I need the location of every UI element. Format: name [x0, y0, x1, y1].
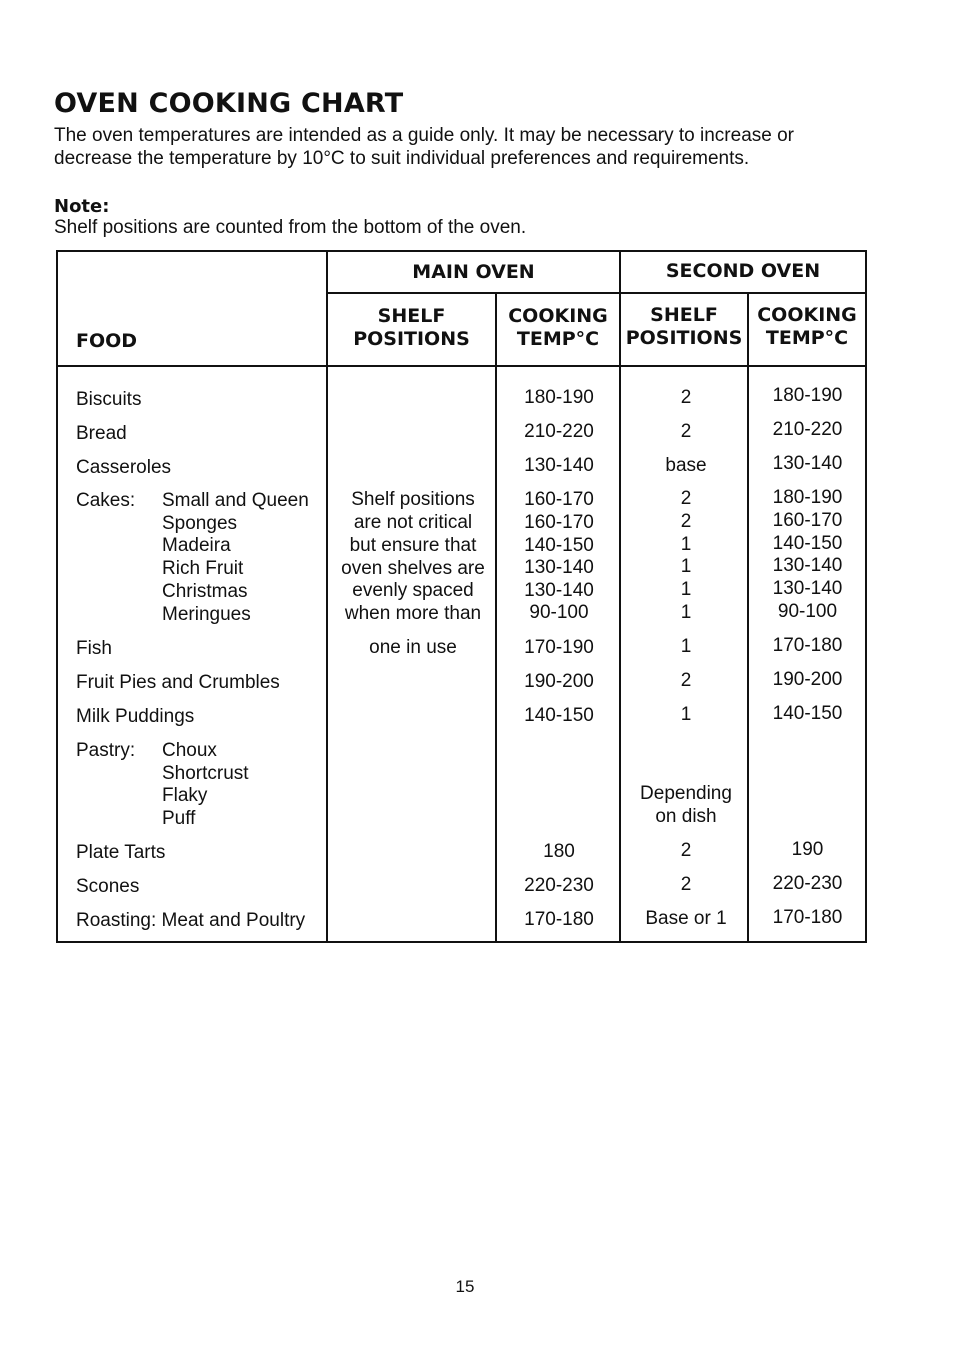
food-subitem: Rich Fruit — [162, 558, 244, 579]
main-temp: 130-140 — [524, 455, 594, 476]
header-second-shelf — [621, 304, 747, 350]
second-shelf: 1 — [680, 636, 692, 657]
intro-text: The oven temperatures are intended as a guide only. It may be necessary to increase or decrease the temperature by 10°C to suit individual preferences and requirements. — [54, 125, 795, 169]
second-temp: 180-190 — [772, 487, 843, 508]
food-subitem: Choux — [162, 740, 217, 761]
note-text: Shelf positions are counted from the bottom of the oven. — [54, 217, 527, 238]
second-shelf: 1 — [680, 534, 692, 555]
main-temp: 190-200 — [524, 671, 594, 692]
second-shelf: 2 — [680, 421, 692, 442]
second-shelf: 1 — [680, 556, 692, 577]
main-shelf-note-line: evenly spaced — [352, 580, 474, 601]
second-temp: 140-150 — [772, 533, 843, 554]
main-shelf-note-line: one in use — [369, 637, 457, 658]
second-temp: 190 — [791, 839, 824, 860]
header-main-oven: MAIN OVEN — [412, 261, 535, 283]
main-shelf-note-line: when more than — [344, 603, 482, 624]
food-name: Fish — [76, 638, 112, 659]
main-temp: 220-230 — [524, 875, 594, 896]
header-main-shelf — [328, 305, 495, 351]
second-temp: 90-100 — [777, 601, 838, 622]
food-name: Biscuits — [76, 389, 142, 410]
header-main-shelf-line1: SHELF — [377, 305, 446, 327]
second-shelf: 2 — [680, 387, 692, 408]
second-temp: 140-150 — [772, 703, 843, 724]
second-temp: 170-180 — [772, 907, 843, 928]
second-temp: 170-180 — [772, 635, 843, 656]
second-temp: 160-170 — [772, 510, 843, 531]
divider — [58, 365, 865, 367]
main-temp: 180-190 — [524, 387, 594, 408]
second-temp: 180-190 — [772, 385, 843, 406]
food-subitem: Puff — [162, 808, 196, 829]
second-shelf: base — [665, 455, 707, 476]
second-shelf: 2 — [680, 488, 692, 509]
second-temp: 190-200 — [772, 669, 843, 690]
food-subitem: Shortcrust — [162, 763, 249, 784]
second-shelf: 1 — [680, 704, 692, 725]
header-second-oven: SECOND OVEN — [665, 260, 821, 282]
main-shelf-note-line: but ensure that — [349, 535, 477, 556]
food-subitem: Small and Queen — [162, 490, 309, 511]
food-subitem: Christmas — [162, 581, 248, 602]
main-temp: 170-190 — [524, 637, 594, 658]
main-shelf-note-line: are not critical — [353, 512, 473, 533]
second-shelf: Base or 1 — [645, 908, 727, 929]
food-name: Pastry: — [76, 740, 136, 761]
food-name: Casseroles — [76, 457, 172, 478]
second-shelf: on dish — [655, 806, 717, 827]
second-shelf: 2 — [680, 874, 692, 895]
header-second-shelf-line1: SHELF — [650, 304, 718, 326]
divider — [326, 252, 328, 941]
main-temp: 170-180 — [524, 909, 594, 930]
header-main-temp-line1: COOKING — [508, 305, 608, 327]
header-second-temp — [749, 304, 865, 350]
food-subitem: Meringues — [162, 604, 251, 625]
food-subitem: Flaky — [162, 785, 208, 806]
oven-cooking-chart-table — [56, 250, 867, 943]
food-name: Milk Puddings — [76, 706, 195, 727]
food-name: Roasting: Meat and Poultry — [76, 910, 306, 931]
main-shelf-note-line: oven shelves are — [341, 558, 485, 579]
second-shelf: 1 — [680, 579, 692, 600]
main-temp: 140-150 — [524, 535, 594, 556]
second-shelf: 2 — [680, 511, 692, 532]
main-temp: 160-170 — [524, 489, 594, 510]
main-temp: 210-220 — [524, 421, 594, 442]
header-main-temp — [497, 305, 619, 351]
second-temp: 130-140 — [772, 453, 843, 474]
header-main-shelf-line2: POSITIONS — [353, 328, 470, 350]
main-temp: 140-150 — [524, 705, 594, 726]
second-shelf: 1 — [680, 602, 692, 623]
note-label: Note: — [54, 196, 110, 217]
food-subitem: Sponges — [162, 513, 238, 534]
food-subitem: Madeira — [162, 535, 231, 556]
second-temp: 130-140 — [772, 555, 843, 576]
main-temp: 160-170 — [524, 512, 594, 533]
second-temp: 220-230 — [772, 873, 843, 894]
food-name: Cakes: — [76, 490, 136, 511]
header-second-temp-line2: TEMP°C — [765, 327, 849, 349]
page-number: 15 — [455, 1277, 475, 1296]
second-shelf: 2 — [680, 670, 692, 691]
main-temp: 130-140 — [524, 580, 594, 601]
page-title: OVEN COOKING CHART — [54, 88, 404, 119]
main-temp: 180 — [543, 841, 575, 862]
second-temp: 210-220 — [772, 419, 843, 440]
divider — [326, 292, 865, 294]
main-temp: 130-140 — [524, 557, 594, 578]
main-temp: 90-100 — [529, 602, 589, 623]
food-name: Plate Tarts — [76, 842, 166, 863]
food-name: Scones — [76, 876, 140, 897]
main-shelf-note-line: Shelf positions — [351, 489, 475, 510]
header-food: FOOD — [76, 330, 138, 352]
header-second-temp-line1: COOKING — [757, 304, 857, 326]
header-main-temp-line2: TEMP°C — [516, 328, 600, 350]
second-shelf: Depending — [640, 783, 732, 804]
header-second-shelf-line2: POSITIONS — [625, 327, 743, 349]
second-shelf: 2 — [680, 840, 692, 861]
second-temp: 130-140 — [772, 578, 843, 599]
food-name: Bread — [76, 423, 127, 444]
food-name: Fruit Pies and Crumbles — [76, 672, 280, 693]
